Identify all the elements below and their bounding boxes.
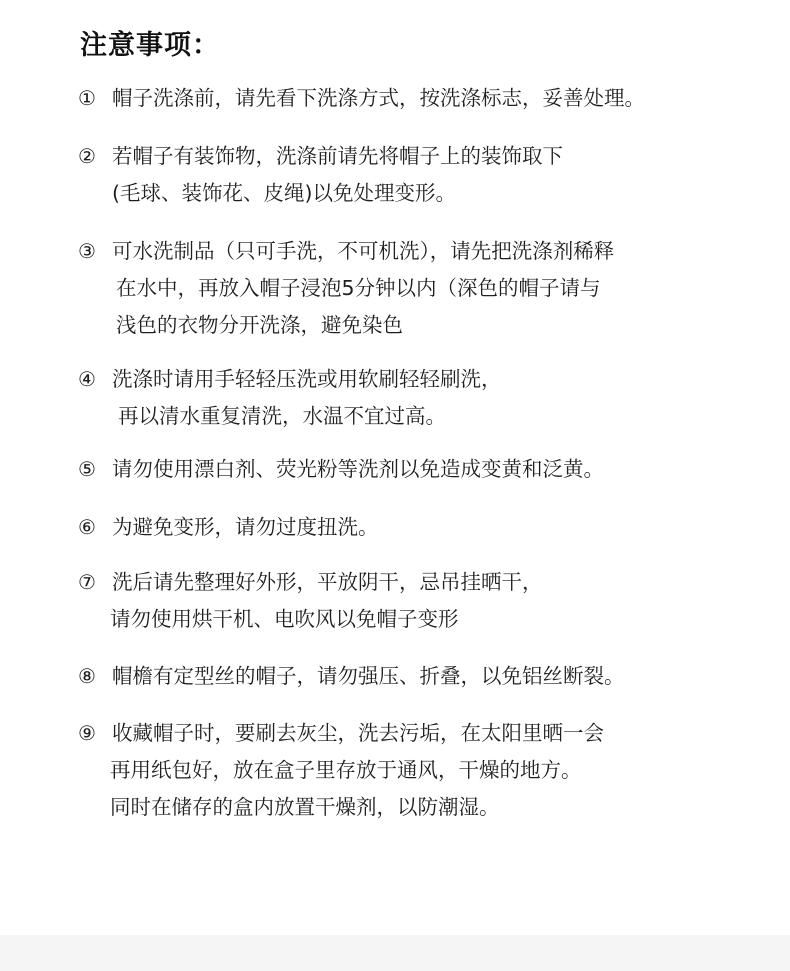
instruction-item-4 <box>78 361 502 435</box>
item-text-line: 请勿使用烘干机、电吹风以免帽子变形 <box>110 607 459 631</box>
item-number: ⑧ <box>78 664 96 688</box>
bottom-margin-band <box>0 935 790 971</box>
instruction-item-8 <box>78 658 625 695</box>
item-text-line: 洗后请先整理好外形，平放阴干，忌吊挂晒干， <box>112 570 543 594</box>
item-text-line: 洗涤时请用手轻轻压洗或用软刷轻轻刷洗， <box>112 367 502 391</box>
item-text-line: 为避免变形，请勿过度扭洗。 <box>112 515 379 539</box>
instruction-item-6 <box>78 509 379 546</box>
item-number: ③ <box>78 239 96 263</box>
section-title: 注意事项： <box>80 30 220 61</box>
item-text-line: 收藏帽子时，要刷去灰尘，洗去污垢，在太阳里晒一会 <box>112 721 604 745</box>
item-number: ⑤ <box>78 457 96 481</box>
item-number: ① <box>78 86 96 110</box>
item-text-line: 同时在储存的盒内放置干燥剂，以防潮湿。 <box>110 795 500 819</box>
item-number: ⑥ <box>78 515 96 539</box>
instruction-item-1 <box>78 80 645 117</box>
instruction-item-2 <box>78 138 563 212</box>
item-text-line: 在水中，再放入帽子浸泡5分钟以内（深色的帽子请与 <box>116 276 601 300</box>
item-text-line: (毛球、装饰花、皮绳)以免处理变形。 <box>112 181 456 205</box>
item-number: ⑦ <box>78 570 96 594</box>
item-text-line: 若帽子有装饰物，洗涤前请先将帽子上的装饰取下 <box>112 144 563 168</box>
item-number: ⑨ <box>78 721 96 745</box>
instruction-item-9 <box>78 715 604 826</box>
instruction-item-7 <box>78 564 543 638</box>
instruction-item-3 <box>78 233 614 344</box>
item-text-line: 帽子洗涤前，请先看下洗涤方式，按洗涤标志，妥善处理。 <box>112 86 645 110</box>
item-text-line: 浅色的衣物分开洗涤，避免染色 <box>116 313 403 337</box>
item-text-line: 帽檐有定型丝的帽子，请勿强压、折叠，以免铝丝断裂。 <box>112 664 625 688</box>
item-text-line: 可水洗制品（只可手洗，不可机洗），请先把洗涤剂稀释 <box>112 239 615 263</box>
instruction-item-5 <box>78 451 604 488</box>
item-text-line: 再以清水重复清洗，水温不宜过高。 <box>118 404 446 428</box>
item-text-line: 请勿使用漂白剂、荧光粉等洗剂以免造成变黄和泛黄。 <box>112 457 604 481</box>
item-text-line: 再用纸包好，放在盒子里存放于通风，干燥的地方。 <box>110 758 582 782</box>
item-number: ② <box>78 144 96 168</box>
item-number: ④ <box>78 367 96 391</box>
